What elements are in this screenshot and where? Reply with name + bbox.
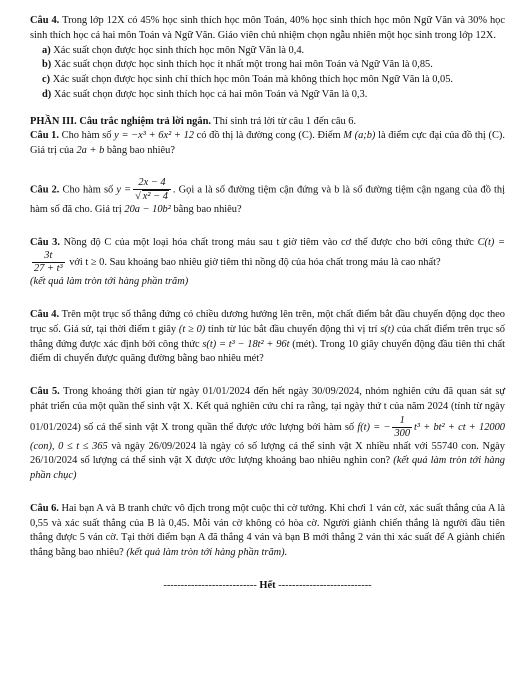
short-question-5: Câu 5. Trong khoảng thời gian từ ngày 01/01/2024 đến hết ngày 30/09/2024, nhóm nghiên cứu đã quan sát sự phát triển của một quần thể sinh vật X. Kết quả nghiên cứu chỉ ra rằng, tại ngày thứ t của năm 2024 (tính từ ngày 01/01/2024) số cá thể sinh vật X trong quần thể được ước lượng bởi hàm số f(t) = − $\frac{1}{300}$ t³ + bt² + ct + 12000 (con), 0 ≤ t ≤ 365 và ngày 26/09/2024 là ngày có số lượng cá thể sinh vật X nhiều nhất với 55740 con. Ngày 26/10/2024 số lượng cá thể sinh vật X được ước lượng khoảng bao nhiêu nghìn con? (kết quả làm tròn tới hàng phần chục) — [30, 386, 505, 482]
question-text: Trong lớp 12X có 45% học sinh thích học môn Toán, 40% học sinh thích học môn Ngữ Văn và 30% học sinh thích học cả hai môn Toán và Ngữ Văn. Giáo viên chủ nhiệm chọn ngẫu nhiên một học sinh trong lớp 12X. — [30, 15, 505, 41]
function-formula: y = −x³ + 6x² + 12 — [114, 130, 194, 142]
short-question-4: Câu 4. Trên một trục số thẳng đứng có chiều dương hướng lên trên, một chất điểm bắt đầu chuyển động dọc theo trục số. Giả sử, tại thời điểm t giây (t ≥ 0) tính từ lúc bắt đầu chuyển động thì vị trí s(t) của chất điểm trên trục số thẳng đứng được xác định bởi công thức s(t) = t³ − 18t² + 96t (mét). Trong 10 giây chuyển động đầu tiên thì chất điểm di chuyển được quãng đường bằng bao nhiêu mét? — [30, 309, 505, 365]
end-marker: --------------------------- Hết --------------------------- — [163, 579, 372, 591]
short-question-2: Câu 2. Cho hàm số y = $\frac{2x - 4}{\text{√ x² − 4}}$ . Gọi a là số đường tiệm cận đứng và b là số đường tiệm cận ngang của đồ thị hàm số đã cho. Giá trị 20a − 10b² bằng bao nhiêu? — [30, 176, 505, 215]
short-question-3: Câu 3. Nồng độ C của một loại hóa chất trong máu sau t giờ tiêm vào cơ thể được cho bởi công thức C(t) = $\frac{3t}{\text{27 + t³}}$ với t ≥ 0. Sau khoảng bao nhiêu giờ tiêm thì nồng độ của hóa chất trong máu là cao nhất? (kết quả làm tròn tới hàng phần trăm) — [30, 236, 505, 288]
short-question-6: Câu 6. Hai bạn A và B tranh chức vô địch trong một cuộc thi cờ tướng. Khi chơi 1 ván cờ, xác suất thắng của A là 0,55 và xác suất thắng của B là 0,45. Mỗi ván cờ không có hòa cờ. Người giành chiến thắng là người đầu tiên thắng được 5 ván cờ. Tại thời điểm bạn A đã thắng 4 ván và bạn B mới thắng 2 ván thì xác suất để A giành chiến thắng bằng bao nhiêu? (kết quả làm tròn tới hàng phần trăm). — [30, 502, 505, 559]
question-4-options — [30, 44, 505, 103]
option-b: b) Xác suất chọn được học sinh thích học ít nhất một trong hai môn Toán và Ngữ Văn là 0,85. — [42, 59, 433, 71]
question-label: Câu 4. — [30, 15, 60, 26]
fraction: $\frac{1}{300}$ — [394, 414, 411, 439]
section-title: PHẦN III. Câu trắc nghiệm trả lời ngắn. — [30, 115, 211, 127]
section-instruction: Thí sinh trả lời từ câu 1 đến câu 6. — [210, 115, 357, 127]
fraction: $\frac{3t}{\text{27 + t³}}$ — [34, 250, 63, 275]
fraction: $\frac{2x - 4}{\text{√ x² − 4}}$ — [133, 177, 171, 203]
rounding-note: (kết quả làm tròn tới hàng phần chục) — [30, 455, 505, 482]
short-question-1: Câu 1. Cho hàm số y = −x³ + 6x² + 12 có đồ thị là đường cong (C). Điểm M (a;b) là điểm cực đại của đồ thị (C). Giá trị của 2a + b bằng bao nhiêu? — [30, 130, 505, 157]
rounding-note: (kết quả làm tròn tới hàng phần trăm) — [30, 276, 189, 288]
option-d: d) Xác suất chọn được học sinh thích học cả hai môn Toán và Ngữ Văn là 0,3. — [42, 88, 368, 100]
question-4-stem — [30, 14, 505, 44]
option-c: c) Xác suất chọn được học sinh chỉ thích học môn Toán mà không thích học môn Ngữ Văn là 0,05. — [42, 74, 453, 86]
option-a: a) Xác suất chọn được học sinh thích học môn Ngữ Văn là 0,4. — [42, 44, 305, 56]
part-3-heading — [30, 115, 505, 130]
rounding-note: (kết quả làm tròn tới hàng phần trăm). — [126, 547, 288, 559]
